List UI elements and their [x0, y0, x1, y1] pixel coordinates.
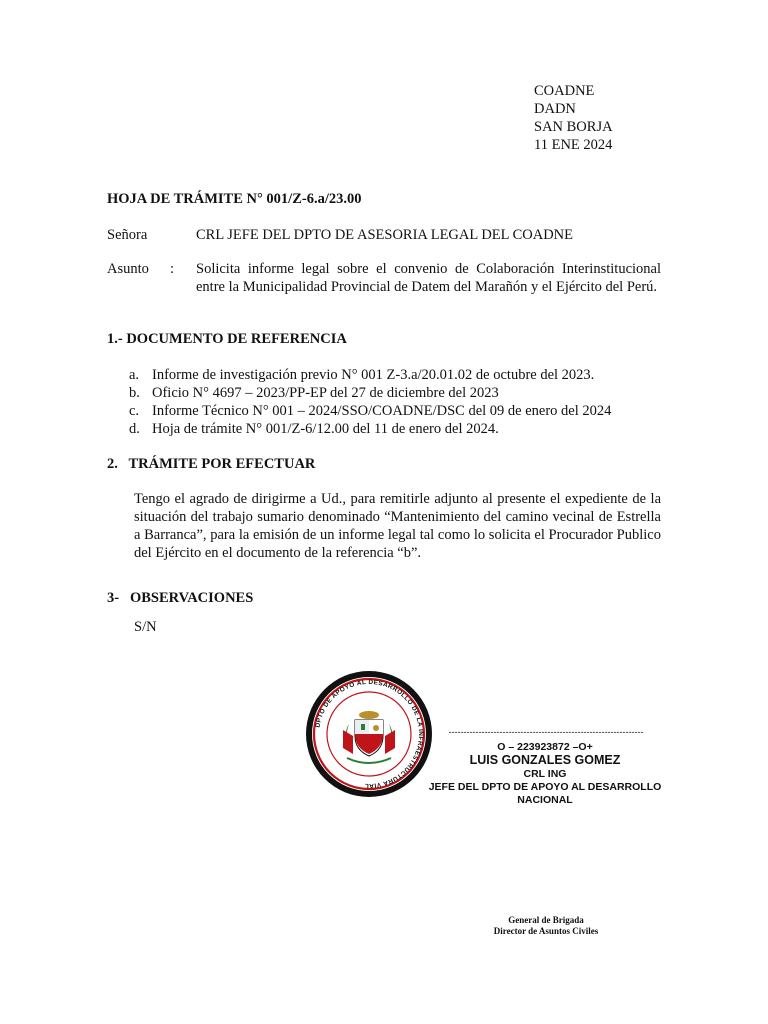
document-title: HOJA DE TRÁMITE N° 001/Z-6.a/23.00 — [107, 191, 362, 207]
header-line: SAN BORJA — [534, 119, 613, 135]
list-item-text: Oficio N° 4697 – 2023/PP-EP del 27 de diciembre del 2023 — [152, 385, 499, 401]
list-item-letter: d. — [129, 421, 140, 437]
signature-line: ----------------------------------------------------------------- — [448, 728, 644, 737]
list-item — [129, 366, 649, 384]
seal-graphic — [303, 668, 435, 800]
signature-rank: CRL ING — [523, 768, 567, 780]
section3-heading: 3- OBSERVACIONES — [107, 590, 254, 606]
signature-code: O – 223923872 –O+ — [497, 741, 593, 753]
footer-block — [466, 915, 626, 937]
header-block — [534, 82, 613, 154]
recipient-value: CRL JEFE DEL DPTO DE ASESORIA LEGAL DEL COADNE — [196, 227, 573, 243]
signature-block — [418, 728, 672, 807]
header-line: DADN — [534, 101, 576, 117]
list-item-text: Hoja de trámite N° 001/Z-6/12.00 del 11 de enero del 2024. — [152, 421, 499, 437]
footer-line: Director de Asuntos Civiles — [493, 926, 599, 936]
list-item-letter: c. — [129, 403, 140, 419]
list-item — [129, 384, 649, 402]
list-item — [129, 420, 649, 438]
signature-position-cont: NACIONAL — [517, 794, 573, 806]
list-item-letter: a. — [129, 367, 140, 383]
list-item — [129, 402, 649, 420]
official-seal — [303, 668, 435, 800]
recipient-label: Señora — [107, 227, 148, 243]
signature-position: JEFE DEL DPTO DE APOYO AL DESARROLLO — [428, 781, 662, 793]
section3-body: S/N — [134, 619, 157, 635]
section2-heading: 2. TRÁMITE POR EFECTUAR — [107, 456, 316, 472]
signature-name: LUIS GONZALES GOMEZ — [469, 753, 621, 767]
header-date: 11 ENE 2024 — [534, 137, 613, 153]
list-item-text: Informe Técnico N° 001 – 2024/SSO/COADNE/DSC del 09 de enero del 2024 — [152, 403, 612, 419]
list-item-letter: b. — [129, 385, 140, 401]
reference-list — [129, 366, 649, 438]
header-line: COADNE — [534, 83, 595, 99]
subject-value: Solicita informe legal sobre el convenio de Colaboración Interinstitucional entre la Municipalidad Provincial de Datem del Marañón y el Ejército del Perú. — [196, 261, 661, 295]
seal-ring-text: DPTO DE APOYO AL DESARROLLO DE LA INFRAESTRUCTURA VIAL — [314, 678, 425, 790]
section2-body: Tengo el agrado de dirigirme a Ud., para remitirle adjunto al presente el expediente de la situación del trabajo sumario denominado “Mantenimiento del camino vecinal de Estrella a Barranca”, para la emisión de un informe legal tal como lo solicita el Procurador Publico del Ejército en el documento de la referencia “b”. — [134, 491, 661, 561]
footer-line: General de Brigada — [508, 915, 584, 925]
list-item-text: Informe de investigación previo N° 001 Z-3.a/20.01.02 de octubre del 2023. — [152, 367, 595, 383]
subject-colon: : — [170, 261, 175, 277]
subject-label: Asunto — [107, 261, 149, 277]
section1-heading: 1.- DOCUMENTO DE REFERENCIA — [107, 331, 347, 347]
